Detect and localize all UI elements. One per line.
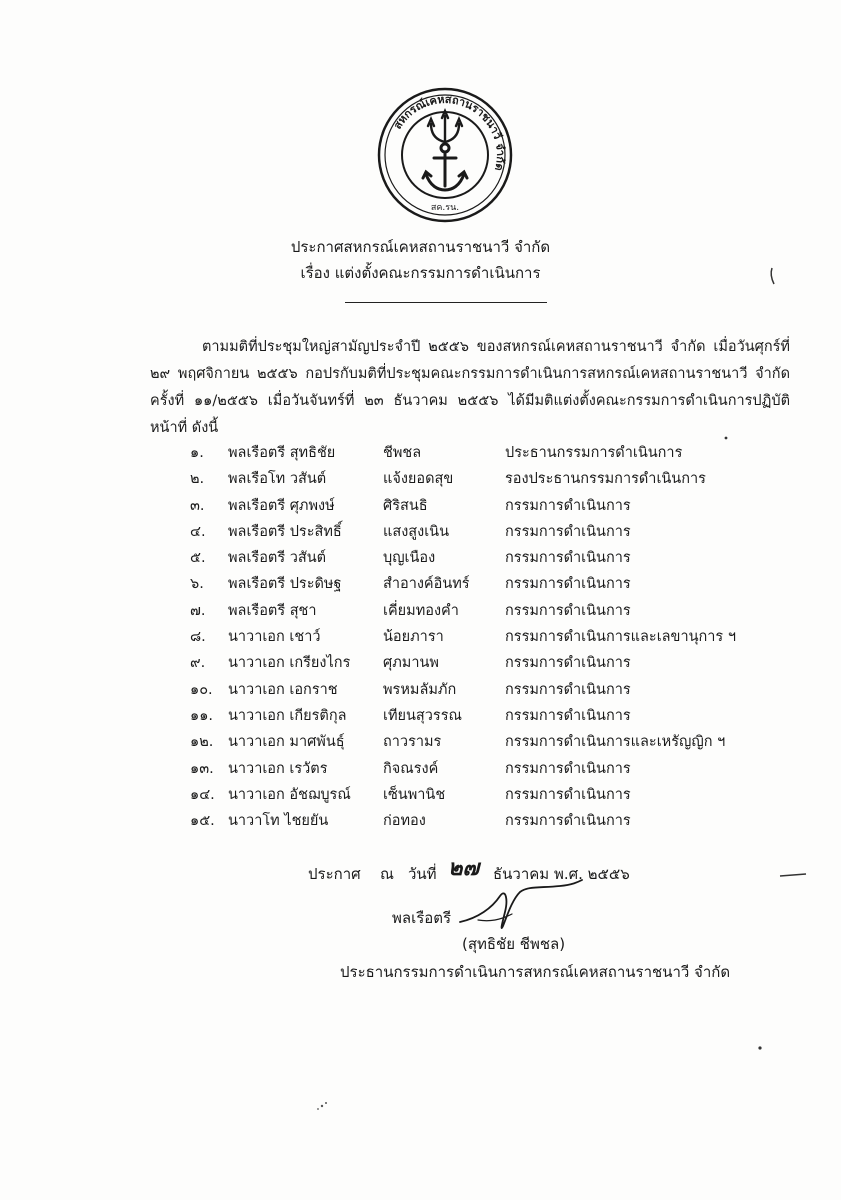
member-surname: ศิริสนธิ — [383, 497, 428, 514]
member-number: ๖. — [190, 576, 204, 593]
member-position: กรรมการดำเนินการและเลขานุการ ฯ — [505, 629, 736, 646]
member-name: นาวาเอก เกรียงไกร — [228, 655, 351, 672]
member-name: นาวาเอก เอกราช — [228, 681, 338, 698]
member-position: กรรมการดำเนินการ — [505, 707, 631, 724]
member-position: กรรมการดำเนินการ — [505, 550, 631, 567]
member-number: ๙. — [190, 655, 206, 672]
signatory-name: (สุทธิชัย ชีพชล) — [462, 935, 566, 953]
member-number: ๑. — [190, 445, 204, 461]
member-number: ๘. — [190, 629, 206, 646]
announcement-at: ณ — [380, 865, 394, 883]
member-name: พลเรือโท วสันต์ — [228, 471, 327, 488]
member-position: กรรมการดำเนินการ — [505, 760, 631, 777]
member-surname: สำอางค์อินทร์ — [383, 576, 470, 593]
member-name: นาวาเอก มาศพันธุ์ — [228, 734, 345, 751]
member-number: ๕. — [190, 550, 206, 567]
member-number: ๑๒. — [190, 734, 214, 751]
signatory-title: ประธานกรรมการดำเนินการสหกรณ์เคหสถานราชนาวี จำกัด — [340, 963, 731, 981]
member-name: พลเรือตรี ประสิทธิ์ — [228, 523, 342, 540]
member-number: ๑๔. — [190, 786, 215, 803]
member-number: ๒. — [190, 471, 205, 488]
document-subject: เรื่อง แต่งตั้งคณะกรรมการดำเนินการ — [300, 264, 541, 282]
member-surname: เคี่ยมทองคำ — [383, 602, 459, 619]
member-number: ๗. — [190, 602, 206, 619]
announcement-day-label: วันที่ — [408, 865, 437, 883]
member-surname: เซ็นพานิช — [383, 786, 446, 803]
body-paragraph: ตามมติที่ประชุมใหญ่สามัญประจำปี ๒๕๕๖ ของสหกรณ์เคหสถานราชนาวี จำกัด เมื่อวันศุกร์ที่ ๒๙ พฤศจิกายน ๒๕๕๖ กอปรกับมติที่ประชุมคณะกรรมการดำเนินการสหกรณ์เคหสถานราชนาวี จำกัด ครั้งที่ ๑๑/๒๕๕๖ เมื่อวันจันทร์ที่ ๒๓ ธันวาคม ๒๕๕๖ ได้มีมติแต่งตั้งคณะกรรมการดำเนินการปฏิบัติหน้าที่ ดังนี้ — [150, 339, 790, 436]
member-surname: ชีพชล — [383, 445, 422, 461]
member-surname: บุญเนือง — [383, 550, 436, 567]
member-position: ประธานกรรมการดำเนินการ — [505, 445, 683, 461]
member-surname: แจ้งยอดสุข — [383, 471, 454, 488]
member-position: กรรมการดำเนินการ — [505, 576, 631, 593]
member-surname: กิจณรงค์ — [383, 760, 439, 777]
member-name: พลเรือตรี สุชา — [228, 602, 317, 619]
member-name: นาวาเอก เกียรติกุล — [228, 707, 347, 724]
member-position: กรรมการดำเนินการ — [505, 786, 631, 803]
member-surname: น้อยภารา — [383, 629, 444, 646]
member-number: ๔. — [190, 523, 206, 540]
member-name: พลเรือตรี วสันต์ — [228, 550, 327, 567]
member-number: ๑๐. — [190, 681, 213, 698]
member-number: ๑๓. — [190, 760, 214, 777]
member-position: กรรมการดำเนินการ — [505, 813, 631, 830]
member-surname: ก่อทอง — [383, 813, 426, 830]
member-surname: ศุภมานพ — [383, 655, 439, 672]
member-name: พลเรือตรี ศุภพงษ์ — [228, 497, 335, 514]
member-position: กรรมการดำเนินการ — [505, 602, 631, 619]
member-name: พลเรือตรี สุทธิชัย — [228, 445, 336, 461]
member-name: นาวาโท ไชยยัน — [228, 813, 329, 830]
seal-bottom-text: สค.รน. — [430, 203, 460, 213]
member-surname: แสงสูงเนิน — [383, 523, 449, 540]
member-number: ๓. — [190, 497, 205, 514]
member-surname: พรหมลัมภัก — [383, 681, 457, 698]
member-surname: ถาวรามร — [383, 734, 442, 751]
announcement-month-year: ธันวาคม พ.ศ. ๒๕๕๖ — [493, 865, 630, 883]
member-name: พลเรือตรี ประดิษฐ — [228, 576, 342, 593]
member-position: กรรมการดำเนินการ — [505, 681, 631, 698]
announcement-label: ประกาศ — [308, 865, 361, 883]
member-number: ๑๕. — [190, 813, 215, 830]
member-position: รองประธานกรรมการดำเนินการ — [505, 471, 706, 488]
member-position: กรรมการดำเนินการ — [505, 497, 631, 514]
member-name: นาวาเอก เชาว์ — [228, 629, 321, 646]
document-title: ประกาศสหกรณ์เคหสถานราชนาวี จำกัด — [290, 238, 551, 256]
handwritten-day: ๒๗ — [448, 855, 480, 881]
signatory-rank: พลเรือตรี — [392, 909, 452, 927]
member-number: ๑๑. — [190, 707, 214, 724]
member-position: กรรมการดำเนินการ — [505, 523, 631, 540]
member-name: นาวาเอก เรวัตร — [228, 760, 328, 777]
seal-ring-text: สหกรณ์เคหสถานราชนาวี จำกัด — [390, 92, 508, 173]
member-surname: เทียนสุวรรณ — [383, 707, 462, 724]
member-position: กรรมการดำเนินการและเหรัญญิก ฯ — [505, 734, 726, 751]
member-position: กรรมการดำเนินการ — [505, 655, 631, 672]
member-name: นาวาเอก อัชฌบูรณ์ — [228, 786, 351, 803]
